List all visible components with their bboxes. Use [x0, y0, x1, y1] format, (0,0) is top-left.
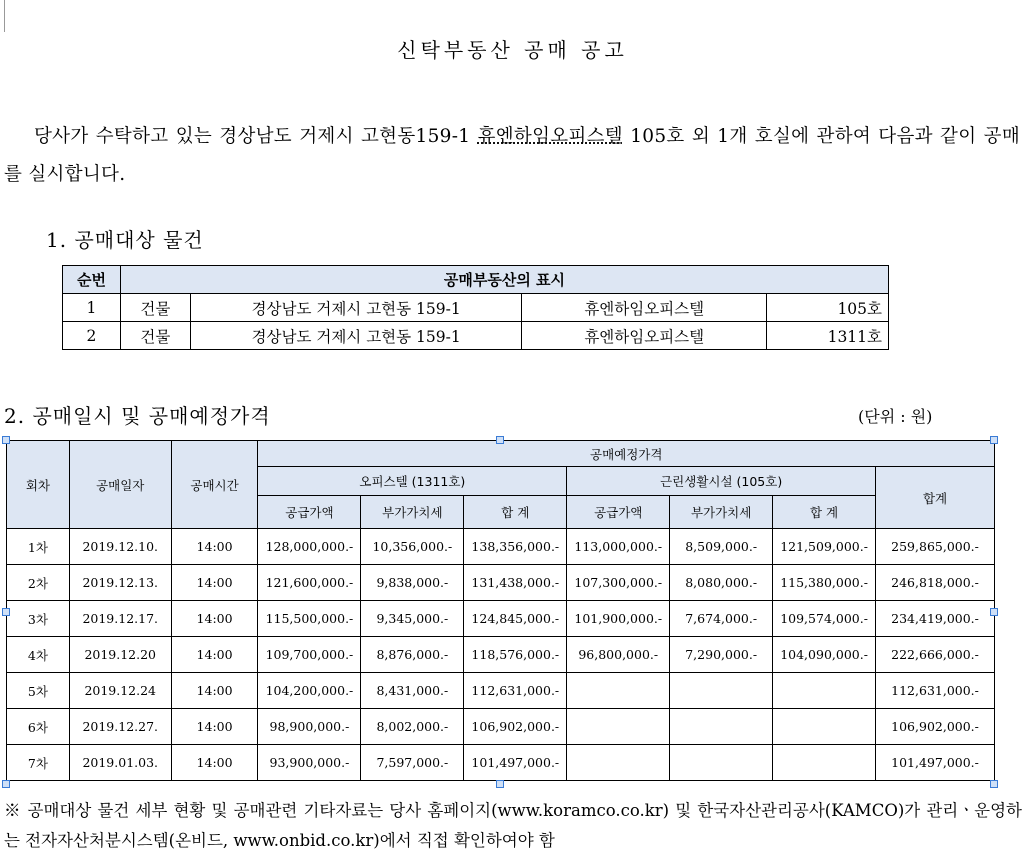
resize-handle-top-middle[interactable] [496, 436, 504, 444]
property-unit-cell: 1311호 [767, 322, 889, 350]
auction-total-cell[interactable]: 222,666,000.- [876, 637, 995, 673]
auction-round-cell[interactable]: 2차 [7, 565, 70, 601]
auction-r-sum-cell[interactable]: 115,380,000.- [773, 565, 876, 601]
auction-time-cell[interactable]: 14:00 [171, 529, 258, 565]
auction-r-sum-cell[interactable] [773, 709, 876, 745]
auction-o-sum-cell[interactable]: 131,438,000.- [464, 565, 567, 601]
auction-r-sum-cell[interactable]: 109,574,000.- [773, 601, 876, 637]
auction-time-cell[interactable]: 14:00 [171, 673, 258, 709]
auction-r-supply-cell[interactable]: 107,300,000.- [567, 565, 670, 601]
intro-text-start: 당사가 수탁하고 있는 경상남도 거제시 고현동159-1 [34, 126, 478, 147]
auction-time-cell[interactable]: 14:00 [171, 709, 258, 745]
header-officetel: 오피스텔 (1311호) [258, 467, 567, 496]
auction-r-supply-cell[interactable] [567, 745, 670, 781]
auction-o-sum-cell[interactable]: 124,845,000.- [464, 601, 567, 637]
header-retail-sum: 합 계 [773, 496, 876, 529]
auction-o-supply-cell[interactable]: 109,700,000.- [258, 637, 361, 673]
auction-time-cell[interactable]: 14:00 [171, 601, 258, 637]
auction-r-vat-cell[interactable]: 8,080,000.- [670, 565, 773, 601]
property-type-cell: 건물 [120, 294, 190, 322]
resize-handle-bottom-right[interactable] [990, 780, 998, 788]
auction-r-sum-cell[interactable] [773, 673, 876, 709]
resize-handle-middle-right[interactable] [990, 608, 998, 616]
property-building-cell: 휴엔하임오피스텔 [522, 322, 767, 350]
resize-handle-top-left[interactable] [2, 436, 10, 444]
auction-r-supply-cell[interactable]: 96,800,000.- [567, 637, 670, 673]
property-table [62, 265, 889, 350]
auction-row [7, 673, 995, 709]
intro-text-end: 105호 외 1개 호실에 관하여 다음과 같이 공매를 실시합니다. [4, 126, 1020, 185]
property-address-cell: 경상남도 거제시 고현동 159-1 [190, 294, 522, 322]
header-officetel-vat: 부가가치세 [361, 496, 464, 529]
auction-o-supply-cell[interactable]: 104,200,000.- [258, 673, 361, 709]
auction-r-supply-cell[interactable] [567, 673, 670, 709]
property-row [63, 322, 889, 350]
section-heading-schedule: 2. 공매일시 및 공매예정가격 [4, 404, 271, 428]
auction-round-cell[interactable]: 1차 [7, 529, 70, 565]
auction-total-cell[interactable]: 246,818,000.- [876, 565, 995, 601]
auction-time-cell[interactable]: 14:00 [171, 745, 258, 781]
resize-handle-top-right[interactable] [990, 436, 998, 444]
auction-o-supply-cell[interactable]: 93,900,000.- [258, 745, 361, 781]
property-row [63, 294, 889, 322]
auction-r-sum-cell[interactable]: 104,090,000.- [773, 637, 876, 673]
auction-round-cell[interactable]: 5차 [7, 673, 70, 709]
resize-handle-bottom-left[interactable] [2, 780, 10, 788]
header-retail-vat: 부가가치세 [670, 496, 773, 529]
header-total: 합계 [876, 467, 995, 529]
auction-time-cell[interactable]: 14:00 [171, 565, 258, 601]
auction-r-vat-cell[interactable] [670, 673, 773, 709]
footnote: ※ 공매대상 물건 세부 현황 및 공매관련 기타자료는 당사 홈페이지(www.koramco.co.kr) 및 한국자산관리공사(KAMCO)가 관리ㆍ운영하는 전자자산처분시스템(온비드, www.onbid.co.kr)에서 직접 확인하여야 함 [4, 801, 1022, 850]
auction-total-cell[interactable]: 101,497,000.- [876, 745, 995, 781]
section-heading-property: 1. 공매대상 물건 [46, 228, 204, 252]
property-building-cell: 휴엔하임오피스텔 [522, 294, 767, 322]
header-date: 공매일자 [69, 441, 171, 529]
header-expected-price: 공매예정가격 [258, 441, 995, 467]
auction-o-vat-cell[interactable]: 8,876,000.- [361, 637, 464, 673]
auction-row [7, 601, 995, 637]
auction-r-supply-cell[interactable] [567, 709, 670, 745]
auction-r-supply-cell[interactable]: 113,000,000.- [567, 529, 670, 565]
auction-date-cell[interactable]: 2019.12.10. [69, 529, 171, 565]
auction-round-cell[interactable]: 4차 [7, 637, 70, 673]
header-retail-supply: 공급가액 [567, 496, 670, 529]
resize-handle-bottom-middle[interactable] [496, 780, 504, 788]
auction-date-cell[interactable]: 2019.12.13. [69, 565, 171, 601]
auction-date-cell[interactable]: 2019.12.20 [69, 637, 171, 673]
auction-total-cell[interactable]: 259,865,000.- [876, 529, 995, 565]
property-table-header [63, 266, 889, 294]
auction-schedule-table[interactable] [6, 440, 995, 781]
resize-handle-middle-left[interactable] [2, 608, 10, 616]
header-no: 순번 [63, 266, 121, 294]
auction-total-cell[interactable]: 106,902,000.- [876, 709, 995, 745]
auction-date-cell[interactable]: 2019.12.17. [69, 601, 171, 637]
intro-building-name: 휴엔하임오피스텔 [477, 126, 623, 147]
header-time: 공매시간 [171, 441, 258, 529]
auction-o-vat-cell[interactable]: 9,345,000.- [361, 601, 464, 637]
auction-o-sum-cell[interactable]: 138,356,000.- [464, 529, 567, 565]
auction-total-cell[interactable]: 234,419,000.- [876, 601, 995, 637]
intro-paragraph [4, 118, 1020, 194]
auction-r-supply-cell[interactable]: 101,900,000.- [567, 601, 670, 637]
unit-label: (단위 : 원) [858, 407, 933, 426]
property-unit-cell: 105호 [767, 294, 889, 322]
property-address-cell: 경상남도 거제시 고현동 159-1 [190, 322, 522, 350]
auction-total-cell[interactable]: 112,631,000.- [876, 673, 995, 709]
auction-time-cell[interactable]: 14:00 [171, 637, 258, 673]
auction-row [7, 529, 995, 565]
auction-o-vat-cell[interactable]: 8,002,000.- [361, 709, 464, 745]
auction-o-supply-cell[interactable]: 115,500,000.- [258, 601, 361, 637]
auction-date-cell[interactable]: 2019.12.24 [69, 673, 171, 709]
auction-o-sum-cell[interactable]: 118,576,000.- [464, 637, 567, 673]
auction-row [7, 565, 995, 601]
auction-round-cell[interactable]: 3차 [7, 601, 70, 637]
page-title: 신탁부동산 공매 공고 [397, 38, 628, 62]
auction-row [7, 745, 995, 781]
property-no-cell: 2 [63, 322, 121, 350]
auction-o-vat-cell[interactable]: 9,838,000.- [361, 565, 464, 601]
header-officetel-supply: 공급가액 [258, 496, 361, 529]
auction-round-cell[interactable]: 7차 [7, 745, 70, 781]
auction-o-supply-cell[interactable]: 121,600,000.- [258, 565, 361, 601]
page-corner-marker [0, 0, 5, 32]
auction-r-vat-cell[interactable]: 7,290,000.- [670, 637, 773, 673]
auction-row [7, 637, 995, 673]
auction-o-sum-cell[interactable]: 112,631,000.- [464, 673, 567, 709]
property-type-cell: 건물 [120, 322, 190, 350]
header-officetel-sum: 합 계 [464, 496, 567, 529]
auction-date-cell[interactable]: 2019.01.03. [69, 745, 171, 781]
auction-o-vat-cell[interactable]: 10,356,000.- [361, 529, 464, 565]
header-round: 회차 [7, 441, 70, 529]
auction-r-sum-cell[interactable]: 121,509,000.- [773, 529, 876, 565]
auction-row [7, 709, 995, 745]
auction-r-vat-cell[interactable] [670, 745, 773, 781]
auction-o-supply-cell[interactable]: 128,000,000.- [258, 529, 361, 565]
auction-o-vat-cell[interactable]: 7,597,000.- [361, 745, 464, 781]
header-retail: 근린생활시설 (105호) [567, 467, 876, 496]
auction-date-cell[interactable]: 2019.12.27. [69, 709, 171, 745]
auction-round-cell[interactable]: 6차 [7, 709, 70, 745]
auction-r-vat-cell[interactable] [670, 709, 773, 745]
auction-o-sum-cell[interactable]: 101,497,000.- [464, 745, 567, 781]
auction-r-vat-cell[interactable]: 7,674,000.- [670, 601, 773, 637]
auction-o-vat-cell[interactable]: 8,431,000.- [361, 673, 464, 709]
auction-r-sum-cell[interactable] [773, 745, 876, 781]
auction-r-vat-cell[interactable]: 8,509,000.- [670, 529, 773, 565]
header-description: 공매부동산의 표시 [120, 266, 888, 294]
auction-o-supply-cell[interactable]: 98,900,000.- [258, 709, 361, 745]
auction-o-sum-cell[interactable]: 106,902,000.- [464, 709, 567, 745]
property-no-cell: 1 [63, 294, 121, 322]
